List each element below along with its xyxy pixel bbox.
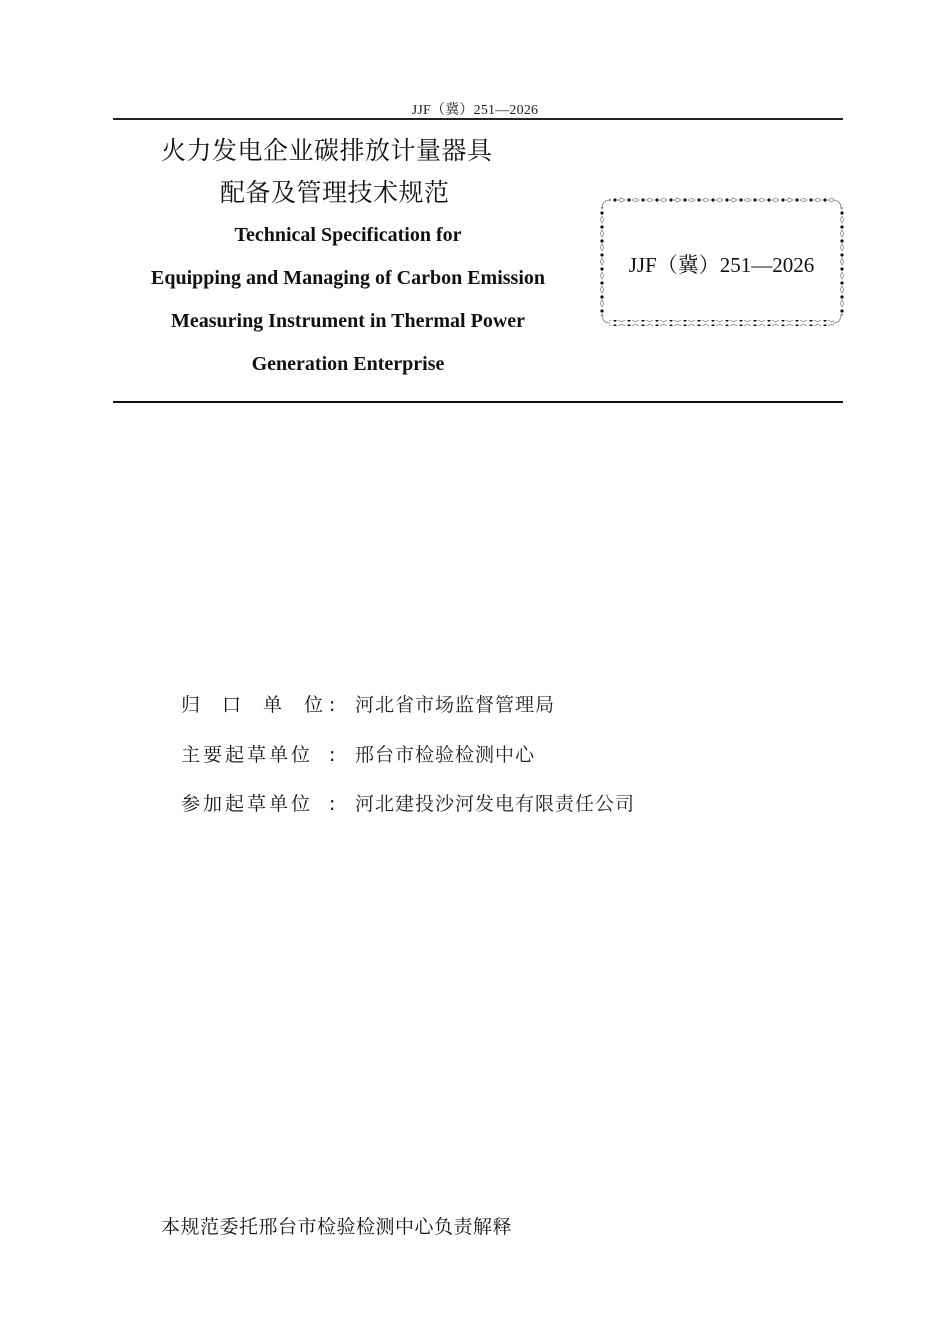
org-row-participating-drafting-unit	[181, 789, 635, 816]
running-head: JJF（冀）251—2026	[411, 103, 539, 118]
org-label-char: 位	[303, 694, 323, 716]
org-value-responsible-unit: 河北省市场监督管理局	[355, 694, 556, 716]
title-en-line-1: Technical Specification for	[234, 224, 462, 246]
org-label-char: 归	[181, 694, 201, 716]
title-en-line-4: Generation Enterprise	[251, 353, 445, 375]
header-rule	[113, 118, 843, 120]
org-label-main-drafting-unit: 主要起草单位	[181, 744, 314, 766]
standard-code: JJF（冀）251—2026	[628, 253, 815, 277]
title-zh-line-2: 配备及管理技术规范	[220, 178, 450, 207]
org-label-char: 单	[262, 694, 282, 716]
title-zh-line-1: 火力发电企业碳排放计量器具	[161, 136, 493, 165]
org-colon: :	[329, 744, 336, 766]
title-bottom-rule	[113, 401, 843, 403]
org-label-responsible-unit	[181, 690, 323, 717]
title-en-line-2: Equipping and Managing of Carbon Emission	[150, 267, 546, 289]
org-row-main-drafting-unit	[181, 740, 535, 767]
org-colon: :	[329, 694, 336, 716]
org-label-participating-drafting-unit: 参加起草单位	[181, 793, 314, 815]
interpretation-note: 本规范委托邢台市检验检测中心负责解释	[161, 1216, 513, 1238]
title-en-line-3: Measuring Instrument in Thermal Power	[170, 310, 526, 332]
org-value-main-drafting-unit: 邢台市检验检测中心	[355, 744, 536, 766]
org-label-char: 口	[221, 694, 241, 716]
org-colon: :	[329, 793, 336, 815]
org-row-responsible-unit	[181, 690, 555, 717]
org-value-participating-drafting-unit: 河北建投沙河发电有限责任公司	[355, 793, 636, 815]
